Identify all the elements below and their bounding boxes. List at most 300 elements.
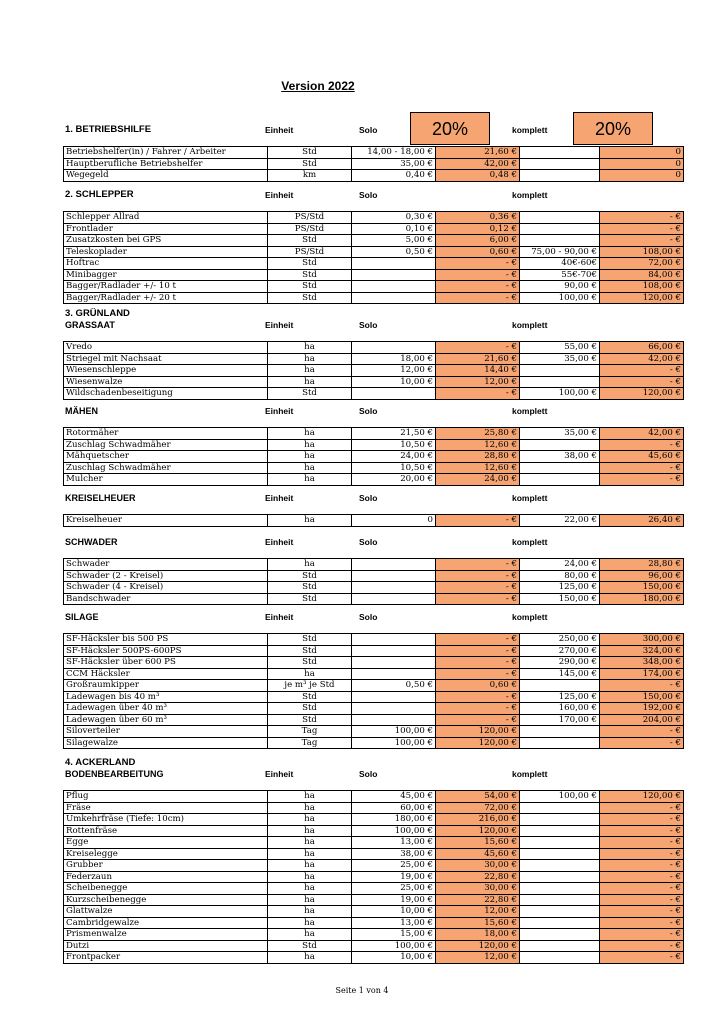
item-name: Kreiselheuer — [64, 515, 268, 527]
komplett-price — [520, 439, 600, 451]
solo-plus-price: - € — [436, 593, 520, 605]
solo-price: 0 — [352, 515, 436, 527]
komplett-price: 90,00 € — [520, 281, 600, 293]
komplett-price — [520, 871, 600, 883]
komplett-plus-price: 72,00 € — [600, 258, 684, 270]
komplett-price: 80,00 € — [520, 570, 600, 582]
solo-price: 25,00 € — [352, 860, 436, 872]
komplett-plus-price: 0 — [600, 147, 684, 159]
subsection-title: GRASSAAT — [65, 320, 115, 330]
table-row — [64, 342, 684, 354]
komplett-plus-price: 42,00 € — [600, 353, 684, 365]
table-row — [64, 894, 684, 906]
komplett-plus-price: - € — [600, 365, 684, 377]
komplett-plus-price: - € — [600, 848, 684, 860]
komplett-price — [520, 474, 600, 486]
col-einheit: Einheit — [265, 125, 294, 135]
solo-plus-price: 0,60 € — [436, 680, 520, 692]
komplett-price — [520, 917, 600, 929]
komplett-price: 40€-60€ — [520, 258, 600, 270]
item-name: Glattwalze — [64, 906, 268, 918]
komplett-price: 100,00 € — [520, 791, 600, 803]
solo-plus-price: 18,00 € — [436, 929, 520, 941]
komplett-price: 55€-70€ — [520, 269, 600, 281]
komplett-plus-price: - € — [600, 917, 684, 929]
item-name: Umkehrfräse (Tiefe: 10cm) — [64, 814, 268, 826]
unit: Std — [268, 269, 352, 281]
komplett-price: 100,00 € — [520, 388, 600, 400]
table-row — [64, 559, 684, 571]
table-row — [64, 212, 684, 224]
solo-plus-price: - € — [436, 342, 520, 354]
item-name: Wiesenwalze — [64, 376, 268, 388]
table-row — [64, 645, 684, 657]
komplett-plus-price: - € — [600, 680, 684, 692]
table-row — [64, 158, 684, 170]
komplett-price: 145,00 € — [520, 668, 600, 680]
col-komplett: komplett — [512, 406, 548, 416]
solo-price — [352, 714, 436, 726]
item-name: Wiesenschleppe — [64, 365, 268, 377]
table-row — [64, 246, 684, 258]
unit: ha — [268, 814, 352, 826]
solo-price — [352, 342, 436, 354]
komplett-plus-price: 45,60 € — [600, 451, 684, 463]
table-row — [64, 582, 684, 594]
section-header-kreiselheuer — [0, 491, 724, 505]
item-name: Silagewalze — [64, 737, 268, 749]
section-header-maehen — [0, 404, 724, 418]
table-row — [64, 837, 684, 849]
section-header-schlepper — [0, 188, 724, 202]
solo-price: 18,00 € — [352, 353, 436, 365]
unit: Std — [268, 703, 352, 715]
komplett-price: 125,00 € — [520, 691, 600, 703]
komplett-plus-price: 0 — [600, 158, 684, 170]
solo-plus-price: - € — [436, 258, 520, 270]
item-name: Hauptberufliche Betriebshelfer — [64, 158, 268, 170]
unit: Std — [268, 292, 352, 304]
solo-price: 100,00 € — [352, 726, 436, 738]
item-name: Kreiselegge — [64, 848, 268, 860]
table-row — [64, 439, 684, 451]
komplett-price — [520, 170, 600, 182]
unit: Std — [268, 714, 352, 726]
komplett-plus-price: 120,00 € — [600, 791, 684, 803]
komplett-price: 270,00 € — [520, 645, 600, 657]
komplett-plus-price: - € — [600, 726, 684, 738]
solo-price: 15,00 € — [352, 929, 436, 941]
solo-plus-price: 14,40 € — [436, 365, 520, 377]
komplett-plus-price: - € — [600, 474, 684, 486]
table-schwader — [63, 558, 684, 605]
unit: ha — [268, 365, 352, 377]
solo-price — [352, 582, 436, 594]
item-name: Bagger/Radlader +/- 20 t — [64, 292, 268, 304]
solo-plus-price: 72,00 € — [436, 802, 520, 814]
table-row — [64, 462, 684, 474]
item-name: Federzaun — [64, 871, 268, 883]
unit: Std — [268, 691, 352, 703]
item-name: Frontpacker — [64, 952, 268, 964]
item-name: Pflug — [64, 791, 268, 803]
table-row — [64, 258, 684, 270]
col-solo: Solo — [359, 537, 378, 547]
komplett-price — [520, 952, 600, 964]
item-name: Wegegeld — [64, 170, 268, 182]
solo-price — [352, 258, 436, 270]
komplett-plus-price: - € — [600, 439, 684, 451]
solo-price: 35,00 € — [352, 158, 436, 170]
table-row — [64, 714, 684, 726]
table-betriebshilfe — [63, 146, 684, 182]
item-name: Zuschlag Schwadmäher — [64, 439, 268, 451]
solo-plus-price: 120,00 € — [436, 737, 520, 749]
komplett-price: 250,00 € — [520, 634, 600, 646]
section-title: SILAGE — [65, 612, 99, 622]
solo-plus-price: - € — [436, 281, 520, 293]
solo-plus-price: - € — [436, 714, 520, 726]
komplett-plus-price: - € — [600, 235, 684, 247]
solo-plus-price: 12,00 € — [436, 376, 520, 388]
komplett-price — [520, 376, 600, 388]
solo-price — [352, 570, 436, 582]
item-name: Siloverteiler — [64, 726, 268, 738]
solo-plus-price: 45,60 € — [436, 848, 520, 860]
komplett-plus-price: 66,00 € — [600, 342, 684, 354]
unit: ha — [268, 791, 352, 803]
komplett-plus-price: - € — [600, 802, 684, 814]
section-header-silage — [0, 610, 724, 624]
solo-plus-price: - € — [436, 292, 520, 304]
item-name: Zusatzkosten bei GPS — [64, 235, 268, 247]
komplett-plus-price: 26,40 € — [600, 515, 684, 527]
table-bodenbearbeitung — [63, 790, 684, 964]
solo-plus-price: - € — [436, 388, 520, 400]
document-title — [0, 79, 724, 93]
table-row — [64, 235, 684, 247]
unit: ha — [268, 871, 352, 883]
solo-price: 180,00 € — [352, 814, 436, 826]
unit: ha — [268, 376, 352, 388]
solo-price: 5,00 € — [352, 235, 436, 247]
table-row — [64, 170, 684, 182]
komplett-plus-price: - € — [600, 223, 684, 235]
komplett-plus-price: - € — [600, 462, 684, 474]
item-name: CCM Häcksler — [64, 668, 268, 680]
komplett-price — [520, 883, 600, 895]
unit: ha — [268, 462, 352, 474]
table-row — [64, 726, 684, 738]
table-row — [64, 668, 684, 680]
unit: ha — [268, 353, 352, 365]
title-text: Version 2022 — [281, 79, 355, 93]
komplett-price: 55,00 € — [520, 342, 600, 354]
item-name: Großraumkipper — [64, 680, 268, 692]
item-name: Rottenfräse — [64, 825, 268, 837]
solo-price — [352, 281, 436, 293]
col-einheit: Einheit — [265, 537, 294, 547]
solo-price: 13,00 € — [352, 837, 436, 849]
komplett-plus-price: - € — [600, 929, 684, 941]
solo-plus-price: 30,00 € — [436, 883, 520, 895]
komplett-plus-price: 324,00 € — [600, 645, 684, 657]
unit: Std — [268, 940, 352, 952]
komplett-price: 100,00 € — [520, 292, 600, 304]
section-title: SCHWADER — [65, 537, 118, 547]
komplett-price — [520, 235, 600, 247]
komplett-plus-price: 204,00 € — [600, 714, 684, 726]
solo-plus-price: 12,60 € — [436, 462, 520, 474]
solo-price: 0,50 € — [352, 680, 436, 692]
solo-plus-price: 0,60 € — [436, 246, 520, 258]
table-row — [64, 802, 684, 814]
unit: ha — [268, 848, 352, 860]
solo-price: 60,00 € — [352, 802, 436, 814]
komplett-price — [520, 894, 600, 906]
komplett-plus-price: 180,00 € — [600, 593, 684, 605]
table-row — [64, 388, 684, 400]
komplett-price: 150,00 € — [520, 593, 600, 605]
section-title: 1. BETRIEBSHILFE — [65, 124, 152, 135]
komplett-price — [520, 940, 600, 952]
solo-price: 21,50 € — [352, 428, 436, 440]
item-name: Teleskoplader — [64, 246, 268, 258]
unit: ha — [268, 929, 352, 941]
solo-price: 14,00 - 18,00 € — [352, 147, 436, 159]
solo-plus-price: 21,60 € — [436, 147, 520, 159]
col-komplett: komplett — [512, 537, 548, 547]
komplett-price — [520, 860, 600, 872]
komplett-plus-price: - € — [600, 906, 684, 918]
table-row — [64, 634, 684, 646]
col-solo: Solo — [359, 493, 378, 503]
table-row — [64, 223, 684, 235]
solo-plus-price: 120,00 € — [436, 726, 520, 738]
item-name: Schwader (4 - Kreisel) — [64, 582, 268, 594]
section-title: MÄHEN — [65, 406, 98, 416]
item-name: Cambridgewalze — [64, 917, 268, 929]
table-row — [64, 929, 684, 941]
table-row — [64, 860, 684, 872]
solo-plus-price: 15,60 € — [436, 837, 520, 849]
solo-price: 19,00 € — [352, 894, 436, 906]
solo-price: 100,00 € — [352, 940, 436, 952]
table-silage — [63, 633, 684, 749]
col-einheit: Einheit — [265, 406, 294, 416]
item-name: Mähquetscher — [64, 451, 268, 463]
unit: PS/Std — [268, 212, 352, 224]
col-solo: Solo — [359, 125, 378, 135]
item-name: Scheibenegge — [64, 883, 268, 895]
item-name: Ladewagen bis 40 m³ — [64, 691, 268, 703]
solo-price: 24,00 € — [352, 451, 436, 463]
solo-plus-price: 24,00 € — [436, 474, 520, 486]
col-komplett: komplett — [512, 769, 548, 779]
table-row — [64, 791, 684, 803]
col-solo: Solo — [359, 612, 378, 622]
table-row — [64, 917, 684, 929]
solo-plus-price: 120,00 € — [436, 825, 520, 837]
unit: Std — [268, 593, 352, 605]
komplett-price — [520, 737, 600, 749]
solo-plus-price: 0,36 € — [436, 212, 520, 224]
komplett-plus-price: - € — [600, 871, 684, 883]
solo-price: 0,50 € — [352, 246, 436, 258]
solo-plus-price: - € — [436, 634, 520, 646]
unit: ha — [268, 668, 352, 680]
komplett-plus-price: - € — [600, 814, 684, 826]
solo-price — [352, 657, 436, 669]
solo-percent-box: 20% — [410, 112, 490, 145]
unit: ha — [268, 883, 352, 895]
solo-price — [352, 292, 436, 304]
solo-price — [352, 559, 436, 571]
unit: ha — [268, 515, 352, 527]
komplett-price — [520, 825, 600, 837]
unit: Std — [268, 281, 352, 293]
table-row — [64, 691, 684, 703]
solo-plus-price: - € — [436, 645, 520, 657]
solo-plus-price: 54,00 € — [436, 791, 520, 803]
unit: ha — [268, 825, 352, 837]
komplett-plus-price: - € — [600, 860, 684, 872]
solo-price: 19,00 € — [352, 871, 436, 883]
unit: je m³ je Std — [268, 680, 352, 692]
col-komplett: komplett — [512, 612, 548, 622]
item-name: Bandschwader — [64, 593, 268, 605]
solo-price: 10,00 € — [352, 376, 436, 388]
col-solo: Solo — [359, 769, 378, 779]
komplett-price — [520, 906, 600, 918]
item-name: Schwader — [64, 559, 268, 571]
table-row — [64, 737, 684, 749]
komplett-price — [520, 929, 600, 941]
komplett-price — [520, 837, 600, 849]
table-row — [64, 848, 684, 860]
solo-plus-price: 22,80 € — [436, 871, 520, 883]
solo-plus-price: - € — [436, 570, 520, 582]
item-name: Bagger/Radlader +/- 10 t — [64, 281, 268, 293]
komplett-plus-price: 120,00 € — [600, 388, 684, 400]
solo-plus-price: 28,80 € — [436, 451, 520, 463]
komplett-price — [520, 802, 600, 814]
table-maehen — [63, 427, 684, 486]
unit: Std — [268, 645, 352, 657]
item-name: Egge — [64, 837, 268, 849]
table-row — [64, 883, 684, 895]
item-name: SF-Häcksler bis 500 PS — [64, 634, 268, 646]
table-row — [64, 906, 684, 918]
table-row — [64, 940, 684, 952]
solo-plus-price: 42,00 € — [436, 158, 520, 170]
solo-plus-price: 216,00 € — [436, 814, 520, 826]
komplett-plus-price: 120,00 € — [600, 292, 684, 304]
table-row — [64, 703, 684, 715]
table-row — [64, 353, 684, 365]
item-name: Ladewagen über 60 m³ — [64, 714, 268, 726]
komplett-price — [520, 726, 600, 738]
solo-price: 10,50 € — [352, 439, 436, 451]
solo-plus-price: - € — [436, 691, 520, 703]
komplett-price: 38,00 € — [520, 451, 600, 463]
solo-plus-price: 6,00 € — [436, 235, 520, 247]
table-schlepper — [63, 211, 684, 304]
unit: ha — [268, 952, 352, 964]
section-title: 4. ACKERLAND — [65, 757, 136, 768]
solo-price — [352, 703, 436, 715]
solo-price — [352, 593, 436, 605]
komplett-price — [520, 223, 600, 235]
solo-price — [352, 269, 436, 281]
komplett-plus-price: - € — [600, 825, 684, 837]
unit: Std — [268, 582, 352, 594]
unit: ha — [268, 860, 352, 872]
item-name: SF-Häcksler 500PS-600PS — [64, 645, 268, 657]
col-solo: Solo — [359, 320, 378, 330]
table-row — [64, 515, 684, 527]
table-row — [64, 474, 684, 486]
unit: ha — [268, 451, 352, 463]
unit: ha — [268, 906, 352, 918]
unit: ha — [268, 559, 352, 571]
page-footer: Seite 1 von 4 — [335, 986, 389, 995]
col-einheit: Einheit — [265, 320, 294, 330]
item-name: Prismenwalze — [64, 929, 268, 941]
komplett-plus-price: - € — [600, 894, 684, 906]
unit: Std — [268, 235, 352, 247]
unit: ha — [268, 917, 352, 929]
solo-price: 100,00 € — [352, 825, 436, 837]
unit: ha — [268, 894, 352, 906]
section-header-schwader — [0, 535, 724, 549]
subheader-bodenbearbeitung — [0, 767, 724, 781]
unit: Std — [268, 158, 352, 170]
komplett-plus-price: 348,00 € — [600, 657, 684, 669]
unit: Std — [268, 388, 352, 400]
solo-price: 100,00 € — [352, 737, 436, 749]
komplett-price: 170,00 € — [520, 714, 600, 726]
subheader-grassaat — [0, 318, 724, 332]
solo-price: 45,00 € — [352, 791, 436, 803]
unit: ha — [268, 342, 352, 354]
col-einheit: Einheit — [265, 493, 294, 503]
solo-plus-price: 15,60 € — [436, 917, 520, 929]
section-title: KREISELHEUER — [65, 493, 136, 503]
table-row — [64, 814, 684, 826]
komplett-plus-price: 42,00 € — [600, 428, 684, 440]
solo-plus-price: 12,00 € — [436, 952, 520, 964]
table-row — [64, 680, 684, 692]
komplett-price — [520, 462, 600, 474]
col-komplett: komplett — [512, 125, 548, 135]
item-name: Schwader (2 - Kreisel) — [64, 570, 268, 582]
solo-price: 0,30 € — [352, 212, 436, 224]
unit: Std — [268, 147, 352, 159]
komplett-plus-price: 150,00 € — [600, 582, 684, 594]
table-row — [64, 451, 684, 463]
komplett-plus-price: - € — [600, 883, 684, 895]
item-name: Kurzscheibenegge — [64, 894, 268, 906]
item-name: Zuschlag Schwadmäher — [64, 462, 268, 474]
table-row — [64, 825, 684, 837]
komplett-price — [520, 158, 600, 170]
unit: PS/Std — [268, 223, 352, 235]
item-name: Mulcher — [64, 474, 268, 486]
item-name: Wildschadenbeseitigung — [64, 388, 268, 400]
komplett-plus-price: 192,00 € — [600, 703, 684, 715]
komplett-price: 35,00 € — [520, 428, 600, 440]
